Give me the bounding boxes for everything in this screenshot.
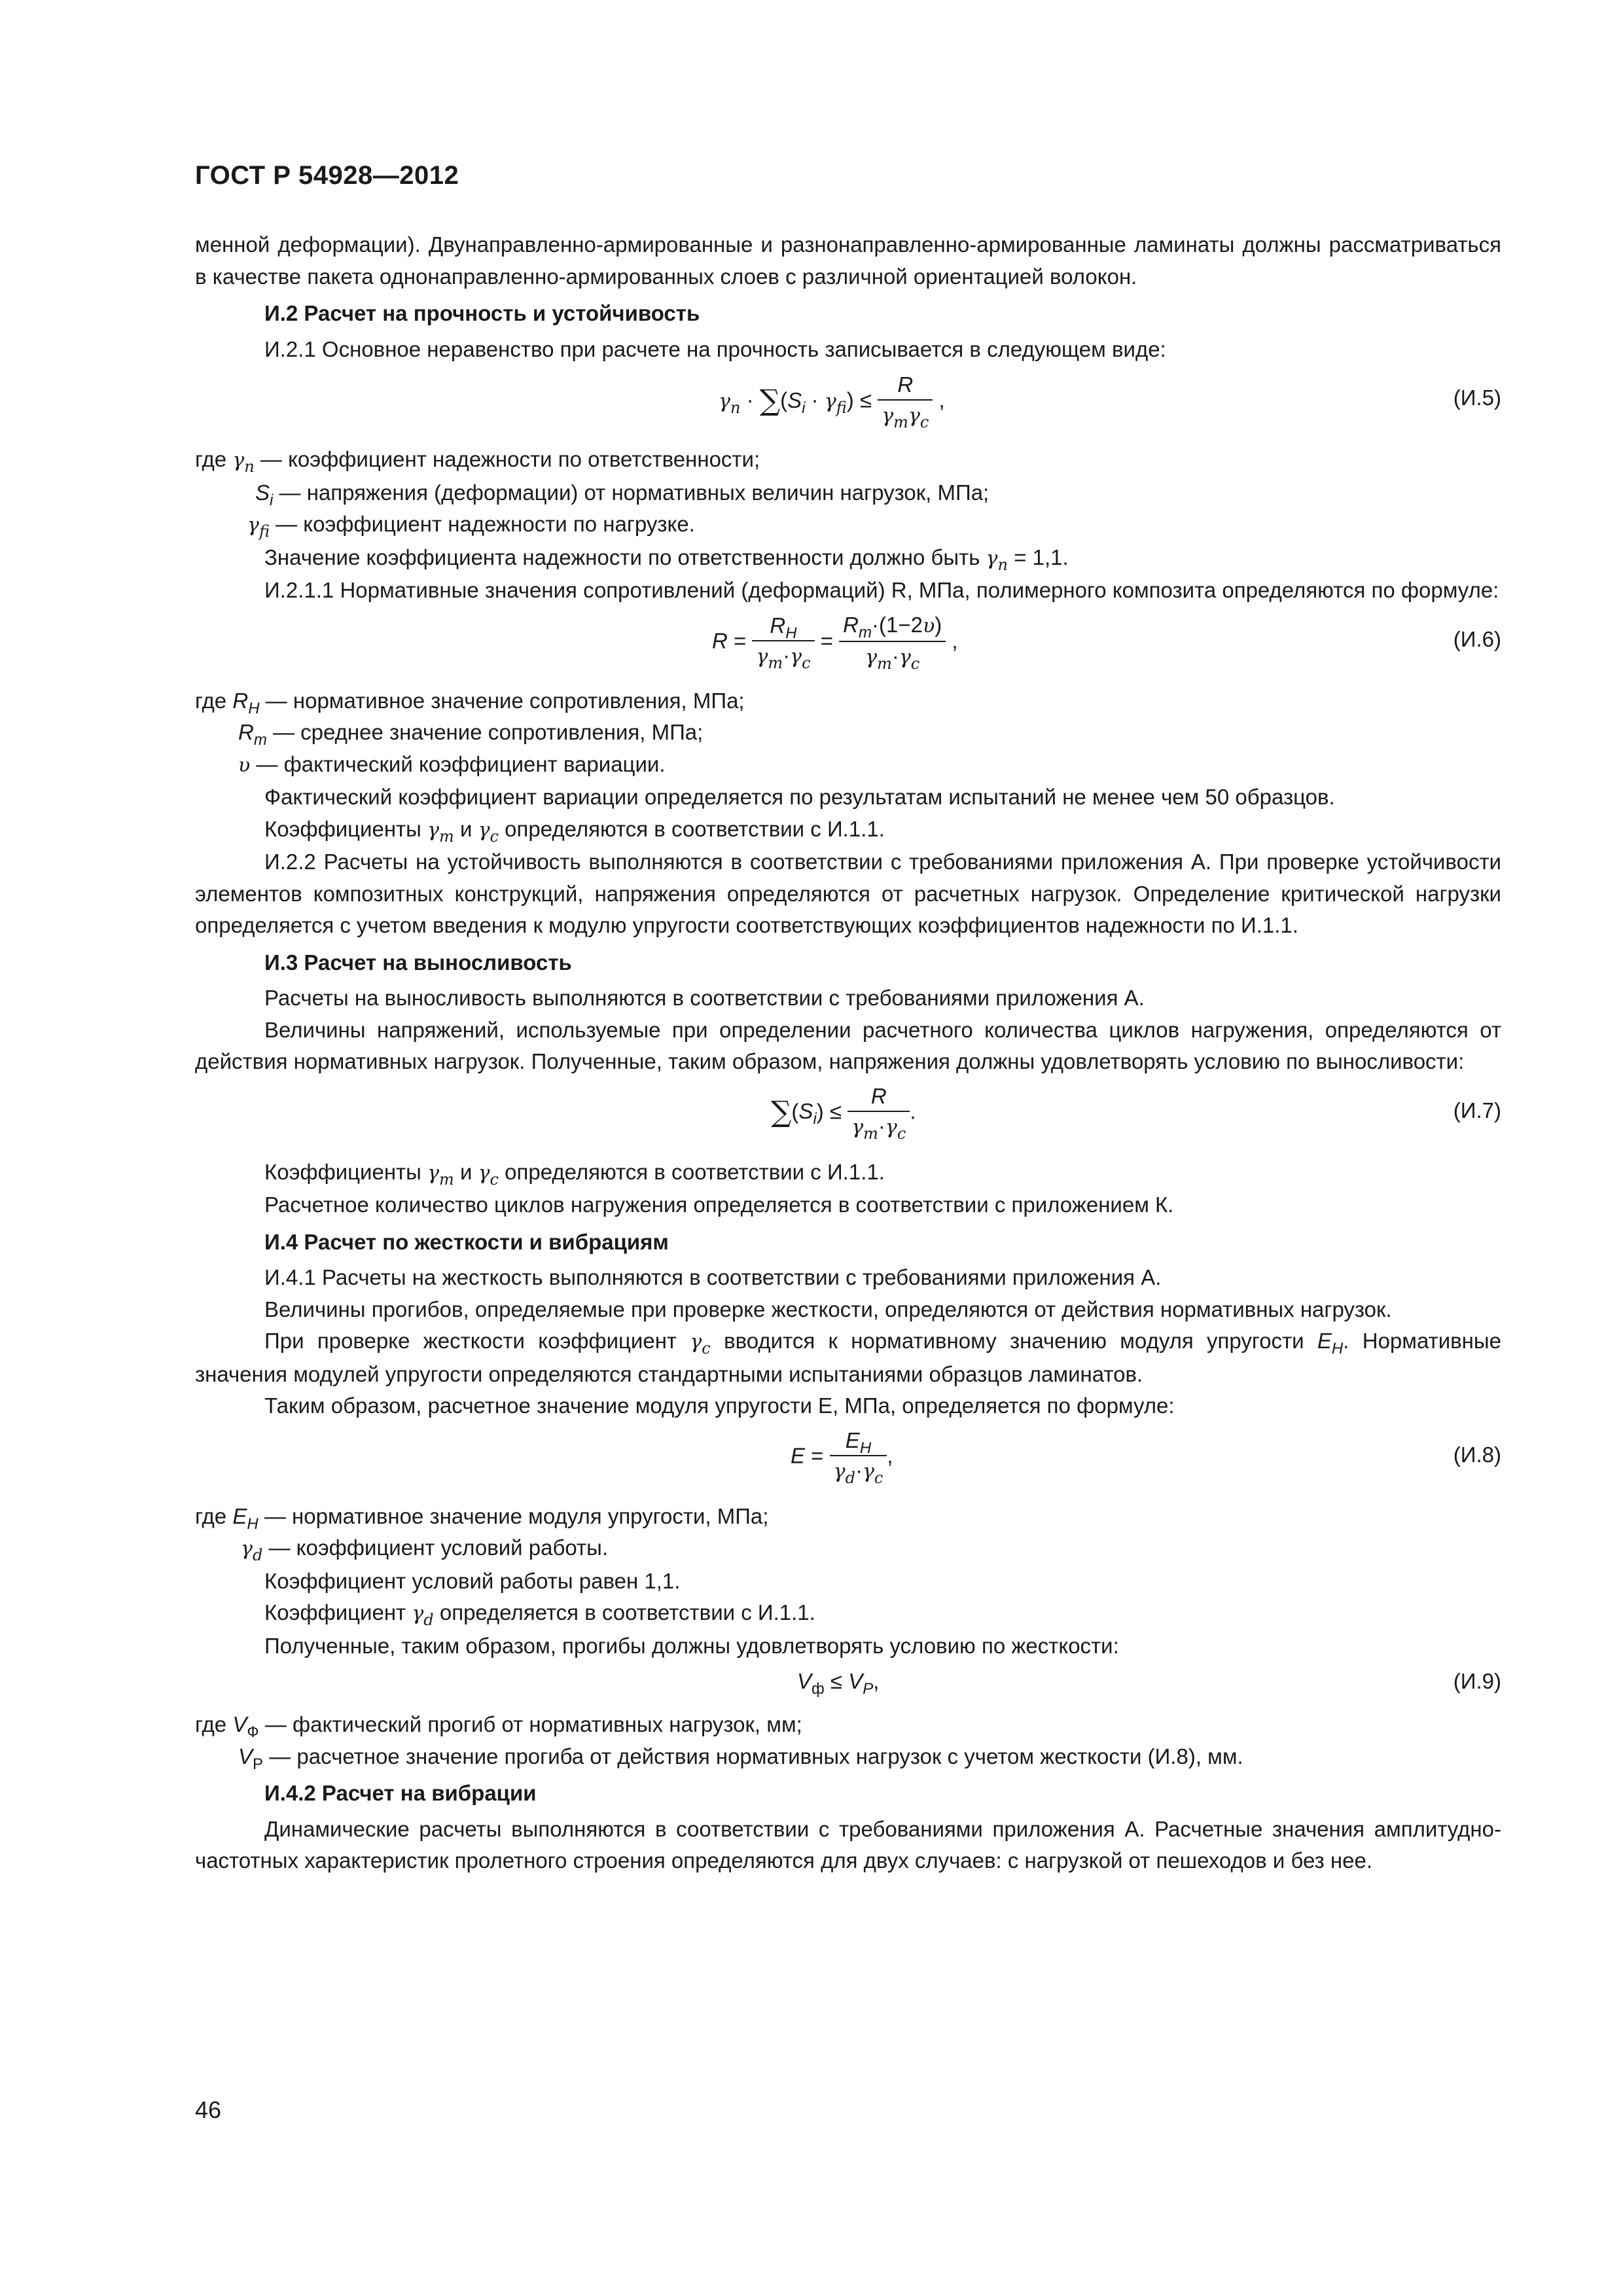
formula-i7-expression: $\sum(S_i)$ ≤ $\frac{R}{\gamma_m\cdot\gamma_c}$ . [771,1083,916,1143]
paragraph-variation: Фактический коэффициент вариации определяется по результатам испытаний не менее чем 50 образцов. [264,785,1335,809]
where-list-i8: где $E_H$ — нормативное значение модуля упругости, МПа; $\gamma_d$ — коэффициент условий работы. [195,1503,769,1564]
paragraph-gd-value: Коэффициент условий работы равен 1,1. [264,1568,681,1593]
paragraph-i211: И.2.1.1 Нормативные значения сопротивлений (деформаций) R, МПа, полимерного композита определяются по формуле: [264,578,1499,602]
paragraph-i41-2: Величины прогибов, определяемые при проверке жесткости, определяются от действия нормативных нагрузок. [264,1297,1392,1321]
formula-i5 [195,365,1501,444]
document-body [195,229,1501,1877]
where-list-i9: где $V_Ф$ — фактический прогиб от нормативных нагрузок, мм; $V_Р$ — расчетное значение прогиба от действия нормативных нагрузок с учетом жесткости (И.8), мм. [195,1712,1243,1773]
formula-i5-number: (И.5) [1453,386,1501,410]
paragraph-coefficients-1: Коэффициенты $\gamma_m$ и $\gamma_c$ определяются в соответствии с И.1.1. [264,816,885,846]
section-heading-i42: И.4.2 Расчет на вибрации [264,1781,537,1805]
formula-i6-expression: R = $\frac{R_H}{\gamma_m\cdot\gamma_c}$ = $\frac{R_m\cdot(1-2\upsilon)}{\gamma_m\cdot\gamma_c}$ , [712,612,958,673]
document-header: ГОСТ Р 54928—2012 [195,161,459,190]
where-item-gn: — коэффициент надежности по ответственности; [260,447,760,471]
paragraph-i41-3: При проверке жесткости коэффициент $\gamma_c$ вводится к нормативному значению модуля упругости $E_H$. Нормативные значения модулей упругости определяются стандартными испытаниями образцов ламинатов. [195,1329,1501,1386]
paragraph-gn-value: Значение коэффициента надежности по ответственности должно быть $\gamma_n = 1,1$. [264,545,1069,574]
paragraph-i3-1: Расчеты на выносливость выполняются в соответствии с требованиями приложения А. [264,986,1145,1010]
formula-i9-expression: $V_ф \le V_P$, [797,1669,880,1698]
section-heading-i3: И.3 Расчет на выносливость [264,950,572,975]
paragraph-i41-4: Таким образом, расчетное значение модуля упругости E, МПа, определяется по формуле: [264,1393,1175,1418]
where-item-v: — фактический коэффициент вариации. [256,751,666,776]
paragraph-i3-2: Величины напряжений, используемые при определении расчетного количества циклов нагружения, определяются от действия нормативных нагрузок. Полученные, таким образом, напряжения должны удовлетворять условию по выносливости: [195,1017,1501,1073]
paragraph-coefficients-2: Коэффициенты $\gamma_m$ и $\gamma_c$ определяются в соответствии с И.1.1. [264,1159,885,1189]
where-item-vf: — фактический прогиб от нормативных нагрузок, мм; [264,1712,802,1736]
paragraph-i41: И.4.1 Расчеты на жесткость выполняются в соответствии с требованиями приложения А. [264,1265,1162,1289]
formula-i6-number: (И.6) [1453,626,1501,651]
section-heading-i2: И.2 Расчет на прочность и устойчивость [264,301,700,325]
where-list-i5: где $\gamma_n$ — коэффициент надежности по ответственности; $S_i$ — напряжения (деформации) от нормативных величин нагрузок, МПа; $\gamma_{fi}$ — коэффициент надежности по нагрузке. [195,447,990,541]
where-item-si: — напряжения (деформации) от нормативных величин нагрузок, МПа; [279,480,990,505]
page-number: 46 [195,2096,222,2123]
formula-i9 [195,1662,1501,1709]
paragraph-cycles: Расчетное количество циклов нагружения определяется в соответствии с приложением К. [264,1193,1174,1217]
section-heading-i4: И.4 Расчет по жесткости и вибрациям [264,1229,669,1254]
paragraph-deflection: Полученные, таким образом, прогибы должны удовлетворять условию по жесткости: [264,1633,1119,1658]
where-item-gfi: — коэффициент надежности по нагрузке. [276,512,695,536]
where-item-rh: — нормативное значение сопротивления, МПа; [265,688,745,713]
formula-i7 [195,1078,1501,1157]
paragraph-i21: И.2.1 Основное неравенство при расчете на прочность записывается в следующем виде: [264,336,1166,361]
where-item-gd: — коэффициент условий работы. [268,1535,608,1560]
formula-i8-expression: E = $\frac{E_H}{\gamma_d\cdot\gamma_c}$ , [791,1427,893,1488]
where-list-i6: где $R_H$ — нормативное значение сопротивления, МПа; $R_m$ — среднее значение сопротивления, МПа; υ — фактический коэффициент вариации. [195,688,745,777]
paragraph-i42: Динамические расчеты выполняются в соответствии с требованиями приложения А. Расчетные значения амплитудно-частотных характеристик пролетного строения определяются для двух случаев: с нагрузкой от пешеходов и без нее. [195,1816,1501,1873]
formula-i7-number: (И.7) [1453,1098,1501,1122]
paragraph-intro: менной деформации). Двунаправленно-армированные и разнонаправленно-армированные ламинаты должны рассматриваться в качестве пакета однонаправленно-армированных слоев с различной ориентацией волокон. [195,232,1501,289]
where-item-eh: — нормативное значение модуля упругости, МПа; [264,1503,769,1528]
paragraph-gd-ref: Коэффициент $\gamma_d$ определяется в соответствии с И.1.1. [264,1600,815,1629]
formula-i9-number: (И.9) [1453,1669,1501,1693]
formula-i5-expression: $\gamma_n \cdot \sum(S_i \cdot \gamma_{fi})$ ≤ $\frac{R}{\gamma_m\gamma_c}$ , [719,372,945,432]
formula-i6 [195,607,1501,685]
where-item-vp: — расчетное значение прогиба от действия нормативных нагрузок с учетом жесткости (И.8), мм. [269,1744,1243,1768]
formula-i8-number: (И.8) [1453,1442,1501,1467]
where-label: где [195,447,227,471]
where-item-rm: — среднее значение сопротивления, МПа; [273,720,704,744]
formula-i8 [195,1422,1501,1501]
paragraph-i22: И.2.2 Расчеты на устойчивость выполняются в соответствии с требованиями приложения А. При проверке устойчивости элементов композитных конструкций, напряжения определяются от расчетных нагрузок. Определение критической нагрузки определяется с учетом введения к модулю упругости соответствующих коэффициентов надежности по И.1.1. [195,850,1501,937]
